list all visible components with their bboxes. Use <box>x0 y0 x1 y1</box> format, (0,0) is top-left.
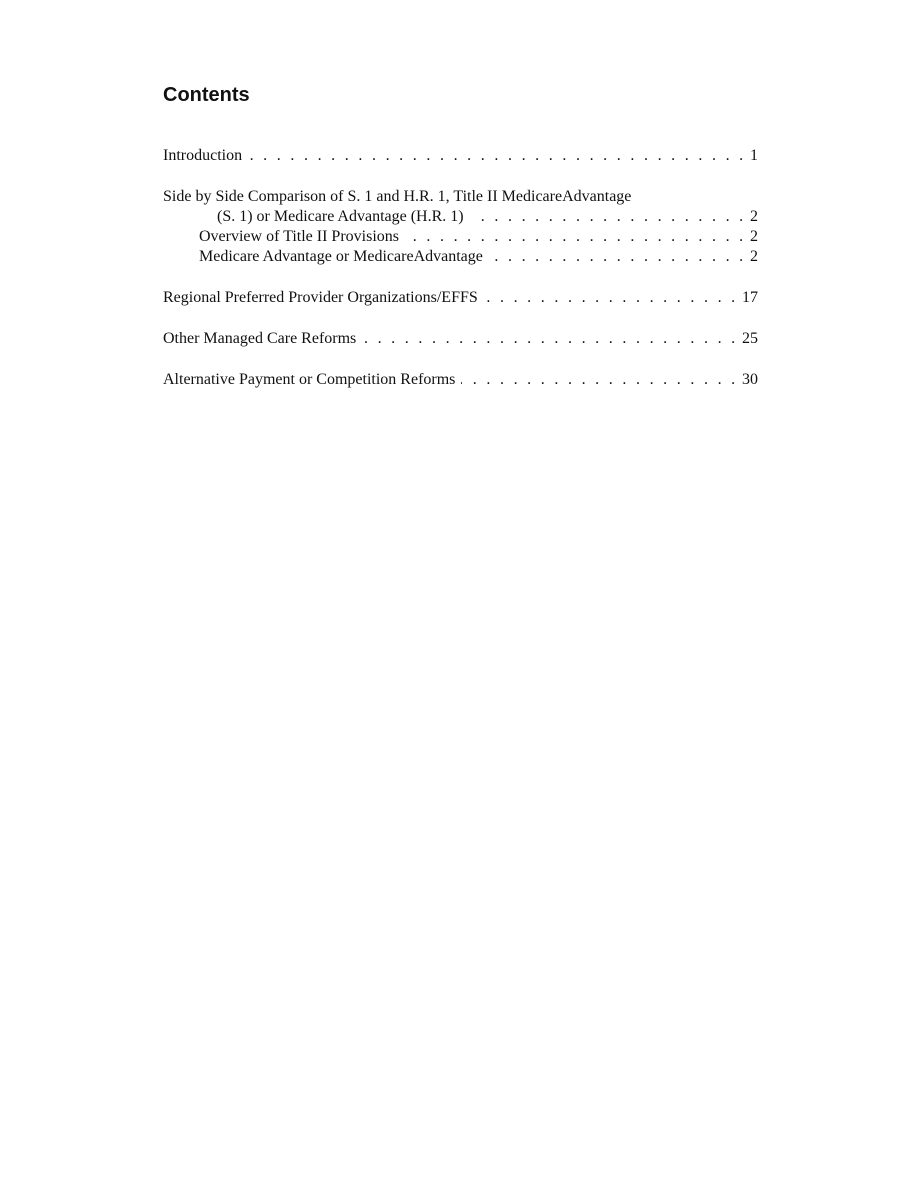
toc-entry-introduction[interactable] <box>163 146 758 166</box>
toc-entry-label: Regional Preferred Provider Organizations/EFFS <box>163 289 478 306</box>
toc-entry-label: Side by Side Comparison of S. 1 and H.R. 1, Title II MedicareAdvantage <box>163 188 632 205</box>
toc-page-number: 2 <box>750 208 758 225</box>
toc-page-number: 17 <box>742 289 758 306</box>
dot-leader <box>484 288 738 308</box>
toc-entry-overview[interactable] <box>163 227 758 247</box>
toc-page-number: 2 <box>750 248 758 265</box>
toc-page-number: 2 <box>750 228 758 245</box>
dot-leader <box>362 329 738 349</box>
dot-leader <box>461 370 738 390</box>
toc-entry-side-by-side-line1[interactable] <box>163 187 758 207</box>
toc-entry-regional-ppo[interactable] <box>163 288 758 308</box>
dot-leader <box>470 207 746 227</box>
toc-entry-label: Medicare Advantage or MedicareAdvantage <box>199 248 483 265</box>
table-of-contents <box>163 146 758 390</box>
dot-leader <box>248 146 746 166</box>
page-title: Contents <box>163 84 250 106</box>
dot-leader <box>405 227 746 247</box>
toc-entry-label: Introduction <box>163 147 243 164</box>
toc-entry-alternative-payment[interactable] <box>163 370 758 390</box>
toc-entry-label: Other Managed Care Reforms <box>163 330 357 347</box>
toc-entry-side-by-side-line2[interactable] <box>163 207 758 227</box>
toc-page-number: 25 <box>742 330 758 347</box>
toc-entry-label: Overview of Title II Provisions <box>199 228 399 245</box>
toc-entry-other-managed-care[interactable] <box>163 329 758 349</box>
dot-leader <box>489 247 746 267</box>
toc-entry-label: Alternative Payment or Competition Reforms <box>163 371 456 388</box>
toc-entry-medicare-advantage[interactable] <box>163 247 758 267</box>
toc-page-number: 1 <box>750 147 758 164</box>
toc-entry-label: (S. 1) or Medicare Advantage (H.R. 1) <box>217 208 464 225</box>
toc-page-number: 30 <box>742 371 758 388</box>
